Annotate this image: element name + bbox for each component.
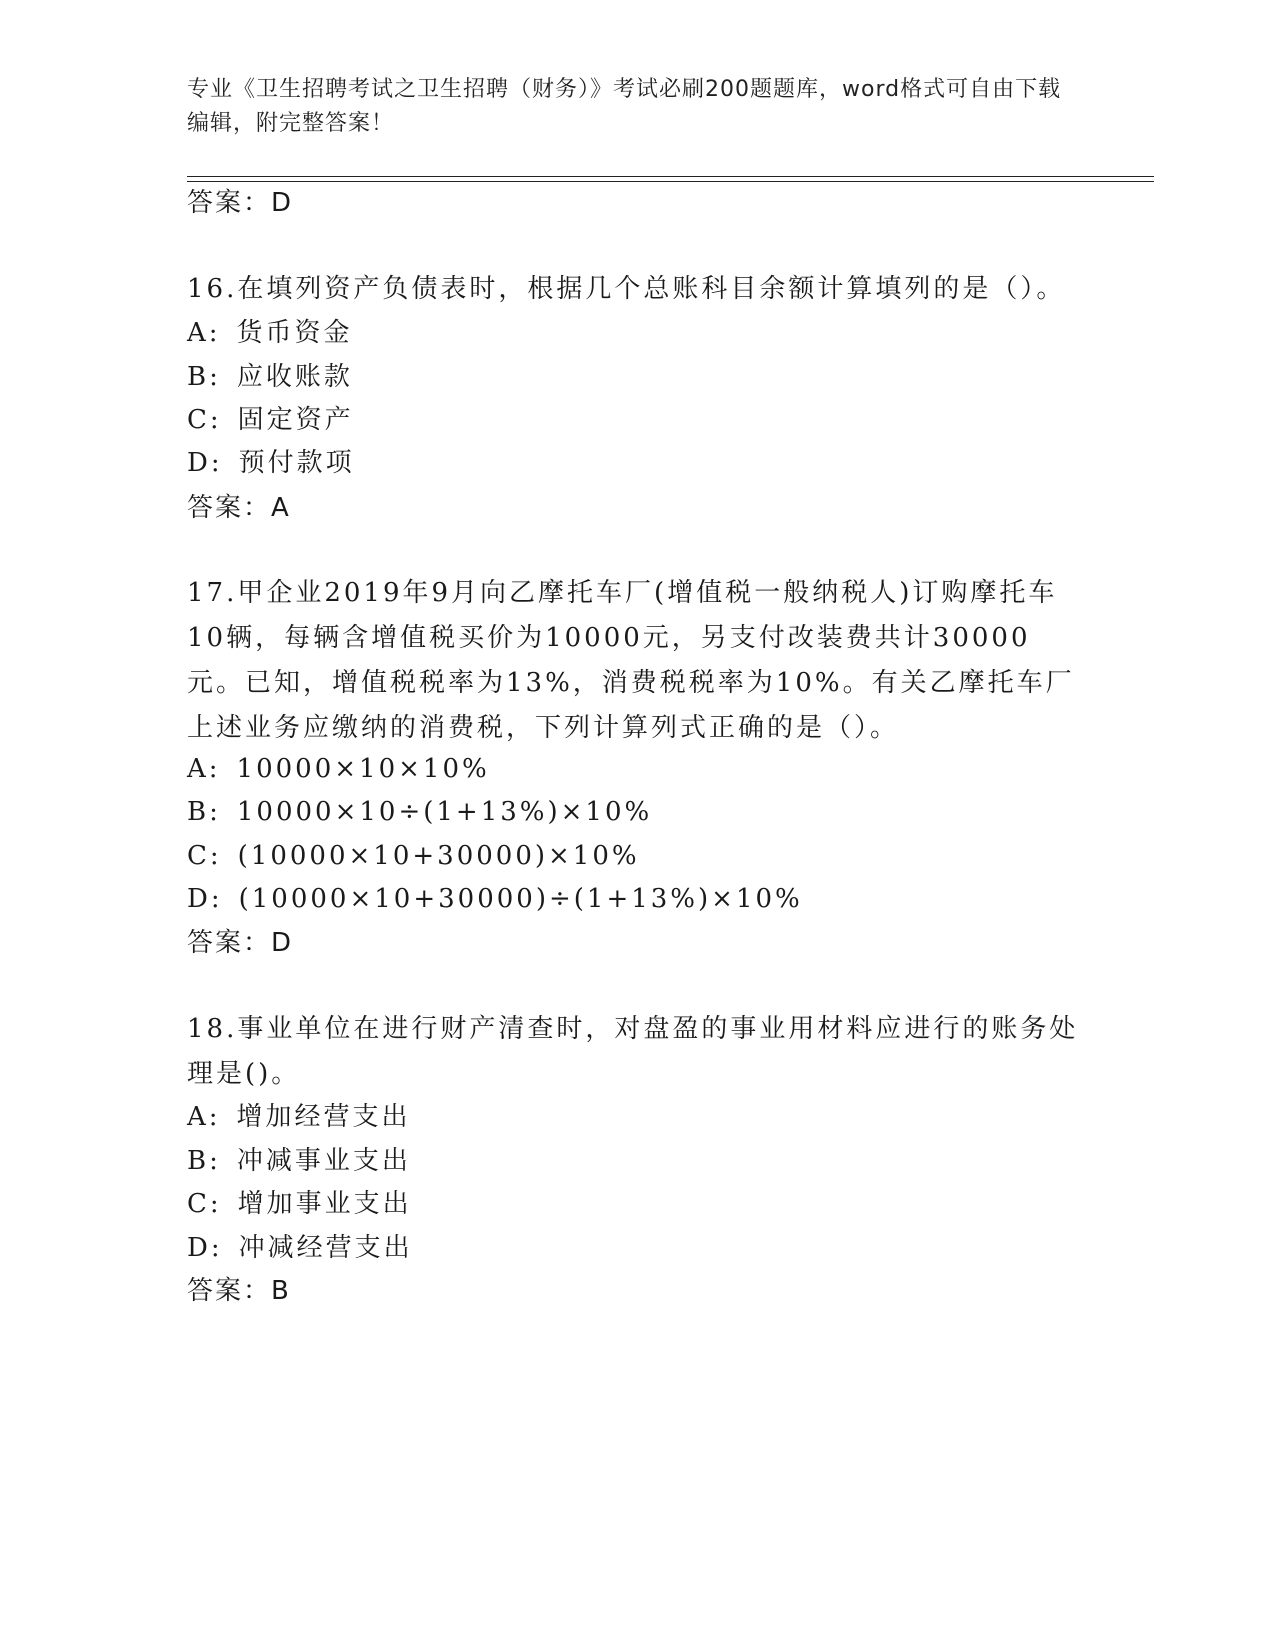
option-text: (10000×10+30000)÷(1+13%)×10% <box>238 884 803 914</box>
option-text: 应收账款 <box>236 362 353 392</box>
question-17-option-d <box>187 882 803 916</box>
page-header-text: 专业《卫生招聘考试之卫生招聘（财务）》考试必刷200题题库，word格式可自由下载编辑，附完整答案！ <box>187 77 1062 136</box>
question-16-option-c <box>187 403 354 437</box>
question-17-answer: 答案：D <box>187 928 294 958</box>
question-16-option-b <box>187 360 353 394</box>
question-16-answer: 答案：A <box>187 493 291 523</box>
option-key: A: <box>187 754 221 784</box>
option-text: 10000×10×10% <box>236 754 490 784</box>
question-18-option-d <box>187 1231 413 1265</box>
option-key: A: <box>187 318 221 348</box>
option-key: D: <box>187 1233 223 1263</box>
option-text: 固定资产 <box>237 405 354 435</box>
question-17-option-c <box>187 839 640 873</box>
option-key: C: <box>187 1189 222 1219</box>
question-16-stem: 16.在填列资产负债表时，根据几个总账科目余额计算填列的是（）。 <box>187 274 1066 304</box>
option-key: A: <box>187 1102 221 1132</box>
question-18-option-b <box>187 1144 411 1178</box>
header-divider-secondary <box>187 181 1154 182</box>
option-text: 10000×10÷(1+13%)×10% <box>236 797 653 827</box>
question-18-option-c <box>187 1187 412 1221</box>
option-key: C: <box>187 841 222 871</box>
option-key: D: <box>187 448 223 478</box>
option-text: (10000×10+30000)×10% <box>237 841 640 871</box>
option-key: D: <box>187 884 223 914</box>
question-16-option-a <box>187 316 353 350</box>
previous-answer: 答案：D <box>187 188 294 218</box>
header-divider <box>187 176 1154 177</box>
question-18-option-a <box>187 1100 411 1134</box>
option-key: B: <box>187 362 221 392</box>
option-key: C: <box>187 405 222 435</box>
option-text: 冲减经营支出 <box>238 1233 413 1263</box>
option-text: 冲减事业支出 <box>236 1146 411 1176</box>
question-18-stem: 18.事业单位在进行财产清查时，对盘盈的事业用材料应进行的账务处理是()。 <box>187 1014 1079 1089</box>
option-text: 预付款项 <box>238 448 355 478</box>
question-17-option-a <box>187 752 490 786</box>
option-key: B: <box>187 797 221 827</box>
option-key: B: <box>187 1146 221 1176</box>
question-17-option-b <box>187 795 652 829</box>
question-17-stem: 17.甲企业2019年9月向乙摩托车厂(增值税一般纳税人)订购摩托车10辆，每辆含增值税买价为10000元，另支付改装费共计30000元。已知，增值税税率为13%，消费税税率为10%。有关乙摩托车厂上述业务应缴纳的消费税，下列计算列式正确的是（）。 <box>187 578 1075 743</box>
question-18-answer: 答案：B <box>187 1276 291 1306</box>
option-text: 货币资金 <box>236 318 353 348</box>
question-16-option-d <box>187 446 355 480</box>
option-text: 增加经营支出 <box>236 1102 411 1132</box>
option-text: 增加事业支出 <box>237 1189 412 1219</box>
